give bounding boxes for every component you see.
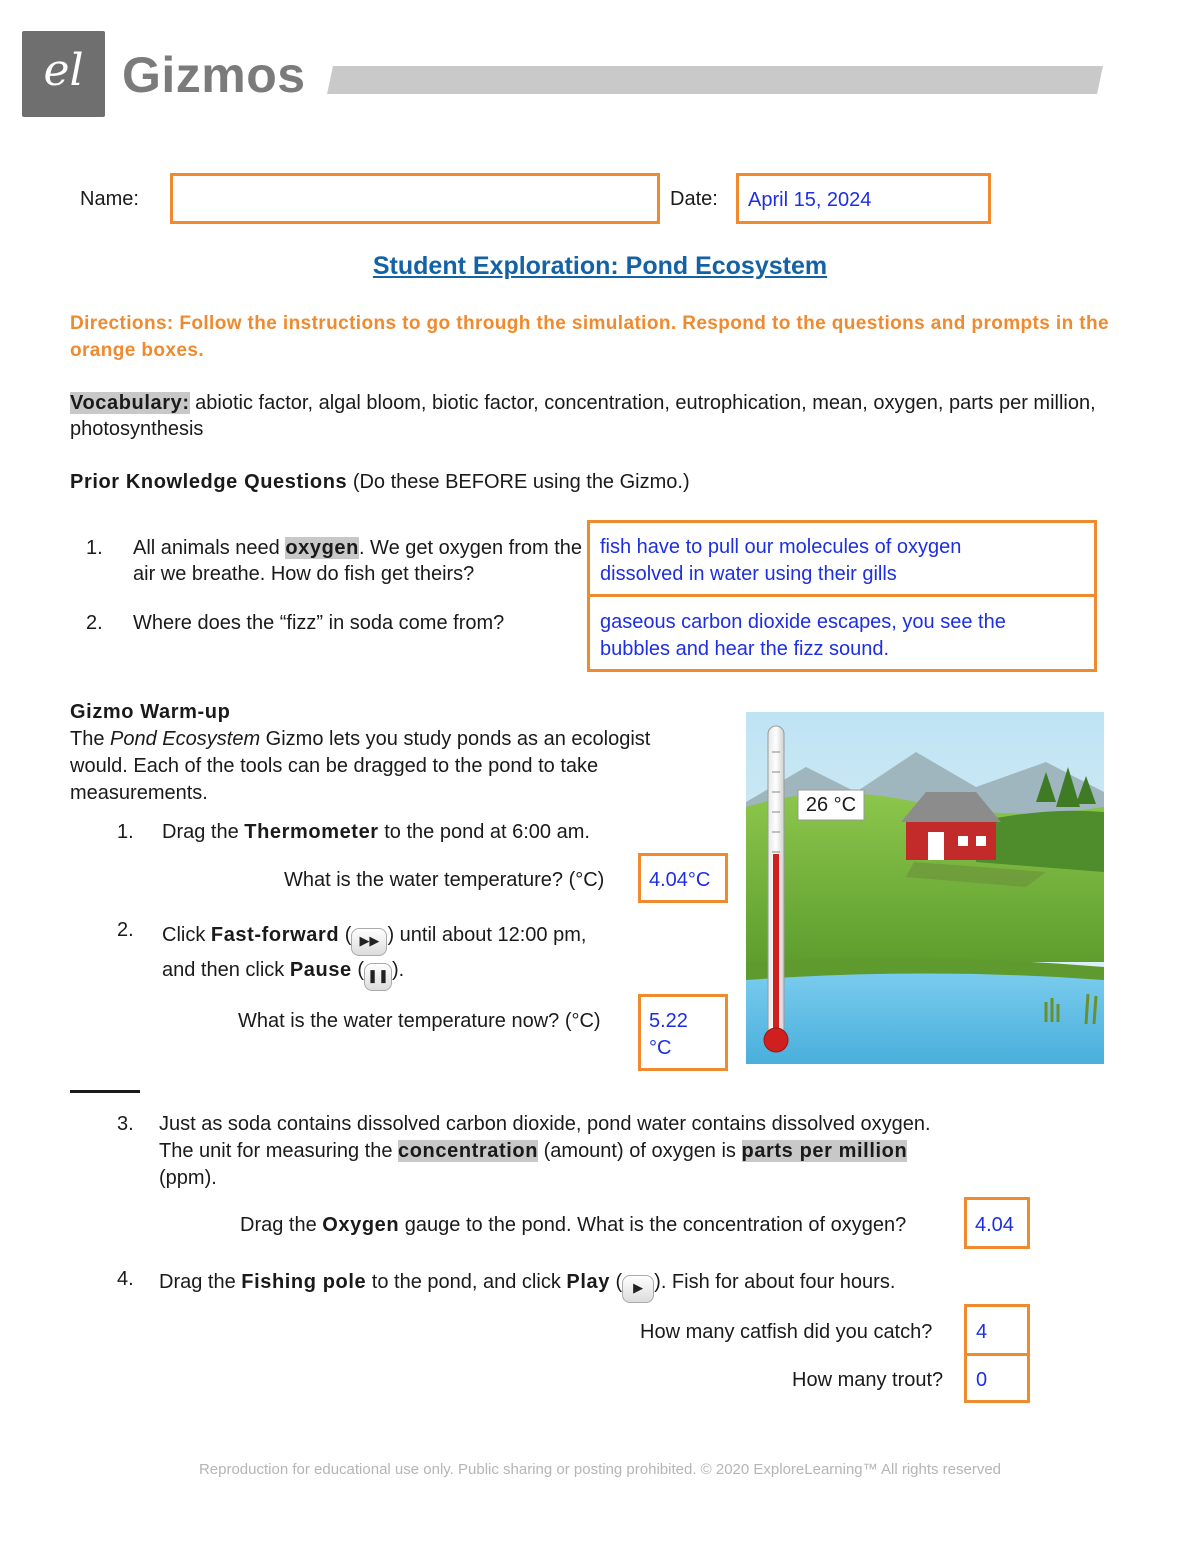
page-title: Student Exploration: Pond Ecosystem — [372, 252, 828, 280]
date-field[interactable] — [736, 173, 991, 224]
q2-answer-box[interactable] — [587, 594, 1097, 672]
pond-scene-illustration — [746, 712, 1104, 1064]
vocabulary-label: Vocabulary: — [70, 392, 190, 414]
step1-answer-box[interactable] — [638, 853, 728, 903]
step2-line1 — [162, 922, 586, 956]
part3-number: 3. — [117, 1113, 134, 1135]
q1-text-a: All animals need — [133, 537, 286, 559]
part4-bold-fishing-pole: Fishing pole — [241, 1271, 367, 1293]
step2-answer: 5.22 °C — [649, 1010, 688, 1059]
warmup-intro-b: Gizmo lets you study ponds as an ecologist would. Each of the tools can be dragged to the pond to take measurements. — [70, 728, 651, 804]
footer-copyright: Reproduction for educational use only. Public sharing or posting prohibited. © 2020 ExploreLearning™ All rights reserved — [198, 1461, 1002, 1478]
step2-text-f: ). — [392, 959, 405, 981]
step2-line2 — [162, 957, 404, 991]
q1-text — [133, 535, 583, 587]
catfish-answer-box[interactable] — [964, 1304, 1030, 1356]
vocabulary — [70, 390, 1110, 442]
step2-text-e: ( — [351, 959, 365, 981]
part3-q-a: Drag the — [240, 1214, 323, 1236]
part3-keyword-ppm: parts per million — [741, 1140, 908, 1162]
trout-answer-box[interactable] — [964, 1353, 1030, 1403]
step2-text-c: ) until about 12:00 pm, — [387, 924, 587, 946]
q2-number: 2. — [86, 612, 103, 634]
prior-heading: Prior Knowledge Questions — [70, 471, 348, 493]
step2-answer-box[interactable] — [638, 994, 728, 1071]
part3-text-a: Just as soda contains dissolved carbon dioxide, pond water contains dissolved oxygen. The unit for measuring the — [159, 1113, 931, 1162]
part4-text-b: to the pond, and click — [366, 1271, 567, 1293]
q1-keyword: oxygen — [285, 537, 359, 559]
q1-text-b: . We get oxygen from the air we breathe. How do fish get theirs? — [133, 537, 583, 585]
play-icon: ▶ — [622, 1275, 654, 1303]
part4-text-a: Drag the — [159, 1271, 242, 1293]
step1-text — [162, 819, 590, 845]
step2-bold-fastforward: Fast-forward — [210, 924, 340, 946]
q2-answer: gaseous carbon dioxide escapes, you see the bubbles and hear the fizz sound. — [600, 611, 1006, 660]
step1-question: What is the water temperature? (°C) — [284, 869, 605, 891]
step1-bold: Thermometer — [244, 821, 379, 843]
part3-answer: 4.04 — [975, 1214, 1014, 1236]
step2-bold-pause: Pause — [289, 959, 352, 981]
part4-bold-play: Play — [566, 1271, 610, 1293]
step2-text-b: ( — [339, 924, 352, 946]
warmup-intro-italic: Pond Ecosystem — [110, 728, 261, 750]
step1-answer: 4.04°C — [649, 869, 711, 891]
q1-answer-box[interactable] — [587, 520, 1097, 597]
warmup-heading — [70, 699, 230, 725]
step2-text-d: and then click — [162, 959, 290, 981]
fast-forward-icon: ▶▶ — [351, 928, 387, 956]
step2-text-a: Click — [162, 924, 211, 946]
trout-question: How many trout? — [792, 1369, 944, 1391]
part3-keyword-concentration: concentration — [398, 1140, 539, 1162]
thermometer-readout: 26 °C — [805, 794, 857, 816]
step2-number: 2. — [117, 919, 134, 941]
part3-answer-box[interactable] — [964, 1197, 1030, 1249]
trout-answer: 0 — [976, 1369, 988, 1391]
part3-question — [240, 1212, 906, 1238]
catfish-answer: 4 — [976, 1321, 988, 1343]
step1-number: 1. — [117, 821, 134, 843]
part3-q-b: gauge to the pond. What is the concentration of oxygen? — [399, 1214, 907, 1236]
catfish-question: How many catfish did you catch? — [640, 1321, 933, 1343]
part4-text — [159, 1269, 895, 1303]
warmup-intro — [70, 726, 710, 807]
brand-name: Gizmos — [122, 47, 306, 103]
part4-text-d: ). Fish for about four hours. — [654, 1271, 896, 1293]
warmup-heading-text: Gizmo Warm-up — [70, 701, 231, 723]
prior-knowledge-heading — [70, 469, 690, 495]
date-value: April 15, 2024 — [748, 189, 872, 211]
step1-text-a: Drag the — [162, 821, 245, 843]
part3-text-c: (ppm). — [159, 1167, 217, 1189]
warmup-intro-a: The — [70, 728, 111, 750]
name-field[interactable] — [170, 173, 660, 224]
prior-note: (Do these BEFORE using the Gizmo.) — [352, 471, 690, 493]
q2-text: Where does the “fizz” in soda come from? — [133, 612, 505, 634]
part3-text-b: (amount) of oxygen is — [538, 1140, 742, 1162]
q1-number: 1. — [86, 537, 103, 559]
directions-text: Directions: Follow the instructions to go through the simulation. Respond to the questions and prompts in the orange boxes. — [70, 313, 1109, 361]
date-label: Date: — [670, 188, 718, 210]
q1-answer: fish have to pull our molecules of oxygen dissolved in water using their gills — [600, 536, 962, 585]
part4-text-c: ( — [609, 1271, 623, 1293]
pause-icon: ❚❚ — [364, 963, 392, 991]
logo-glyph: el — [43, 45, 84, 96]
name-label: Name: — [80, 188, 139, 210]
header-banner — [327, 66, 1103, 94]
vocabulary-terms: abiotic factor, algal bloom, biotic factor, concentration, eutrophication, mean, oxygen, parts per million, photosynthesis — [70, 392, 1096, 440]
part4-number: 4. — [117, 1268, 134, 1290]
step1-text-b: to the pond at 6:00 am. — [378, 821, 590, 843]
part3-text — [159, 1111, 959, 1192]
explorelearning-logo — [22, 31, 105, 117]
pond-scene-image — [746, 712, 1104, 1064]
step2-question: What is the water temperature now? (°C) — [238, 1010, 601, 1032]
part3-q-bold: Oxygen — [322, 1214, 400, 1236]
section-divider — [70, 1090, 140, 1093]
